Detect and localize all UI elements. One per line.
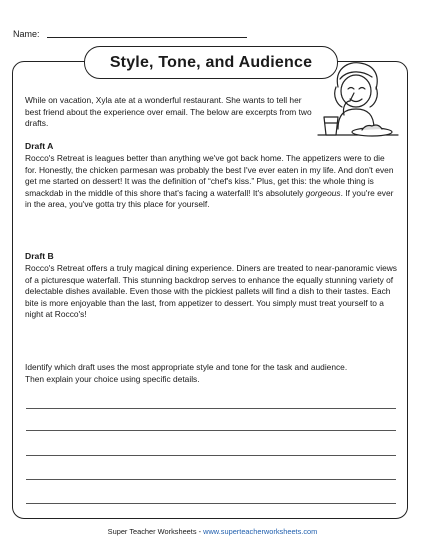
draft-a-emphasis: gorgeous — [305, 187, 341, 198]
question-prompt: Identify which draft uses the most appropriate style and tone for the task and audience. Then explain your choice using specific details. — [25, 362, 348, 384]
answer-line[interactable] — [26, 503, 396, 504]
footer-brand: Super Teacher Worksheets — [107, 527, 197, 536]
draft-b-paragraph: Rocco's Retreat offers a truly magical dining experience. Diners are treated to near-panoramic views of a picturesque waterfall. This stunning backdrop serves to enhance the equally stunning variety of delectable dishes available. Even those with the pickiest pallets will find a dish to their tastes. Each bite is more enjoyable than the last, from appetizer to dessert. You simply must treat yourself to a night at Rocco's! — [25, 263, 397, 320]
draft-a-paragraph — [25, 153, 395, 211]
title-banner — [84, 46, 338, 79]
draft-a-text-end: . If you're ever in the area, you've gotta try this place for yourself. — [25, 187, 394, 210]
draft-a-text-start: Rocco's Retreat is leagues better than anything we've got back home. The appetizers were to die for. Honestly, the chicken parmesan was probably the best I've ever eaten in my life. And don't even get me started on dessert! It was the definition of “chef's kiss.” Plus, get this: the whole thing is smackdab in the middle of this shore that's facing a waterfall! It's absolutely — [25, 153, 394, 198]
intro-paragraph: While on vacation, Xyla ate at a wonderful restaurant. She wants to tell her best friend about the experience over email. The below are excerpts from two drafts. — [25, 95, 312, 129]
worksheet-title: Style, Tone, and Audience — [109, 53, 313, 71]
footer-separator: - — [196, 527, 204, 536]
name-blank-line — [47, 37, 247, 38]
answer-line[interactable] — [26, 430, 396, 431]
answer-line[interactable] — [26, 455, 396, 456]
girl-eating-illustration — [316, 57, 400, 145]
answer-line[interactable] — [26, 479, 396, 480]
footer — [0, 527, 425, 536]
footer-url-link[interactable]: www.superteacherworksheets.com — [203, 527, 318, 536]
draft-a-label: Draft A — [25, 141, 54, 151]
draft-b-label: Draft B — [25, 251, 54, 261]
answer-line[interactable] — [26, 408, 396, 409]
name-label: Name: — [13, 29, 40, 39]
